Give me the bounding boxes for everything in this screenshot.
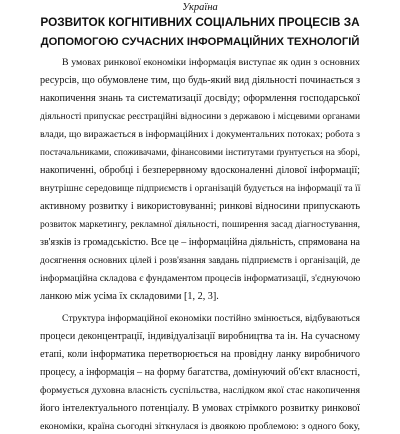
paragraph-line: процеси деконцентрації, індивідуалізації виробництва та ін. На сучасному bbox=[40, 331, 360, 342]
paragraph-line: постачальниками, споживачами, фінансовими інститутами ґрунтується на зборі, bbox=[40, 148, 360, 158]
paragraph-line: досягнення основних цілей і розв'язання завдань підприємств і організацій, де bbox=[40, 256, 360, 266]
paragraph-line: внутрішнє середовище підприємств і організацій будується на інформації та її bbox=[40, 183, 361, 194]
paragraph-line: етапі, коли інформатика перетворюється на провідну ланку виробничого bbox=[40, 349, 360, 360]
paragraph-line: процесу, а інформація – на форму багатства, домінуючий об'єкт власності, bbox=[40, 367, 360, 378]
paragraph-line: ланкою між усіма їх складовими [1, 2, 3]. bbox=[40, 291, 219, 302]
title-line-1: РОЗВИТОК КОГНІТИВНИХ СОЦІАЛЬНИХ ПРОЦЕСІВ ЗА bbox=[40, 15, 360, 29]
paragraph-line: діяльності припускає реєстраційні відносини з державою і місцевими органами bbox=[40, 112, 360, 122]
paragraph-line: активному розвитку і використовуванні; ринкові відносини припускають bbox=[40, 201, 360, 212]
paragraph-line: накопичення знань та систематизації досвіду; оформлення господарської bbox=[40, 93, 360, 104]
title-line-2: ДОПОМОГОЮ СУЧАСНИХ ІНФОРМАЦІЙНИХ ТЕХНОЛОГІЙ bbox=[40, 36, 360, 48]
paragraph-line: влади, що виражається в інформаційних і документальних потоках; робота з bbox=[40, 129, 360, 140]
paragraph-line: розвиток маркетингу, рекламної діяльності, поширення засад діагностування, bbox=[40, 219, 360, 230]
paragraph-line: інформаційна складова є фундаментом процесів інформатизації, з'єднуючою bbox=[40, 273, 361, 284]
paragraph-line: В умовах ринкової економіки інформація виступає як один з основних bbox=[62, 57, 360, 68]
paragraph-line: ресурсів, що обумовлене тим, що будь-який вид діяльності починається з bbox=[40, 75, 360, 86]
paragraph-line: його інтелектуального потенціалу. В умовах стрімкого розвитку ринкової bbox=[40, 403, 360, 414]
country-label: Україна bbox=[182, 2, 218, 13]
paragraph-line: Структура інформаційної економіки постійно змінюється, відбуваються bbox=[62, 313, 360, 324]
paragraph-line: економіки, країна сьогодні зіткнулася із двоякою проблемою: з одного боку, bbox=[40, 421, 360, 432]
paragraph-line: формується духовна власність суспільства, наслідком якої стає накопичення bbox=[40, 385, 360, 396]
paragraph-line: зв'язків із громадськістю. Все це – інформаційна діяльність, спрямована на bbox=[40, 237, 360, 248]
paragraph-line: накопиченні, обробці і безперервному вдосконаленні ділової інформації; bbox=[40, 165, 360, 176]
